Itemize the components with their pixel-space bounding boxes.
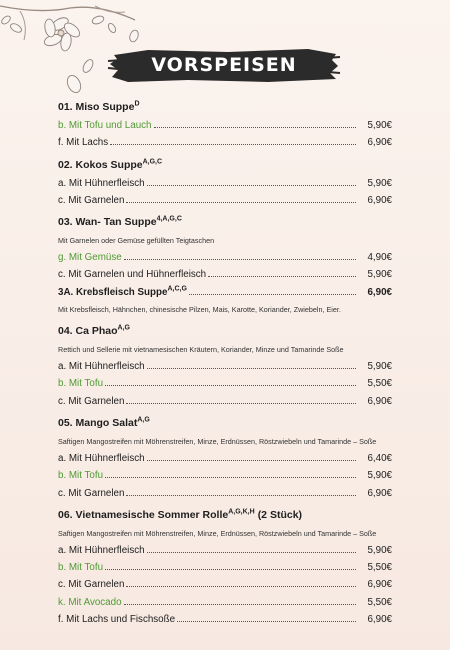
menu-item[interactable] (58, 559, 392, 576)
section-name: 05. Mango Salat (58, 416, 138, 429)
item-name: b. Mit Tofu und Lauch (58, 120, 152, 131)
item-name: f. Mit Lachs und Fischsoße (58, 614, 176, 626)
item-name: b. Mit Tofu (58, 562, 104, 574)
item-price: 5,90€ (367, 269, 392, 281)
dot-leader (126, 586, 356, 587)
section-name: 3A. Krebsfleisch Suppe (58, 286, 168, 298)
item-name: a. Mit Hühnerfleisch (58, 452, 145, 464)
item-price: 6,90€ (367, 286, 392, 298)
allergen-codes: A,G,K,H (228, 508, 255, 516)
item-price: 6,90€ (367, 614, 392, 626)
menu-item[interactable] (58, 249, 392, 266)
dot-leader (126, 202, 356, 203)
item-name: c. Mit Garnelen (58, 194, 125, 206)
section-title (58, 155, 392, 175)
dot-leader (208, 276, 356, 277)
menu-item[interactable] (58, 485, 392, 502)
dot-leader (154, 127, 357, 128)
item-price: 6,90€ (367, 137, 392, 149)
menu-item[interactable] (58, 192, 392, 209)
dot-leader (126, 495, 356, 496)
dot-leader (147, 368, 356, 369)
dot-leader (147, 185, 356, 186)
menu-item[interactable] (58, 266, 392, 283)
item-name: a. Mit Hühnerfleisch (58, 361, 145, 373)
item-price: 5,90€ (367, 544, 392, 556)
menu-item[interactable] (58, 576, 392, 593)
menu-item[interactable] (58, 134, 392, 151)
section-description: Mit Garnelen oder Gemüse gefüllten Teigtaschen (58, 236, 215, 246)
dot-leader (110, 144, 356, 145)
dot-leader (126, 403, 356, 404)
menu-item[interactable] (58, 117, 392, 134)
item-price: 6,90€ (367, 194, 392, 206)
section-description: Rettich und Sellerie mit vietnamesischen Kräutern, Koriander, Minze und Tamarinde Soße (58, 345, 344, 355)
section-title (58, 212, 392, 232)
menu-item[interactable] (58, 393, 392, 410)
section-name: 04. Ca Phao (58, 325, 118, 338)
page-title: VORSPEISEN (151, 54, 297, 76)
menu-item[interactable] (58, 542, 392, 559)
allergen-codes: A,G (117, 324, 130, 332)
item-price: 6,90€ (367, 395, 392, 407)
menu-item[interactable] (58, 284, 392, 301)
section-title (58, 413, 392, 433)
item-price: 5,90€ (367, 120, 392, 131)
item-price: 4,90€ (367, 252, 392, 264)
dot-leader (177, 621, 356, 622)
dot-leader (147, 552, 356, 553)
portion-note: (2 Stück) (257, 508, 303, 521)
dot-leader (124, 604, 356, 605)
item-price: 5,90€ (367, 470, 392, 482)
item-name: b. Mit Tofu (58, 470, 104, 482)
menu-item[interactable] (58, 594, 392, 611)
item-price: 5,90€ (367, 177, 392, 189)
dot-leader (105, 385, 356, 386)
section-name: 02. Kokos Suppe (58, 158, 143, 171)
item-name: c. Mit Garnelen (58, 487, 125, 499)
item-price: 5,50€ (367, 378, 392, 390)
item-price: 5,50€ (367, 562, 392, 574)
title-banner (108, 46, 340, 84)
dot-leader (147, 460, 356, 461)
item-price: 6,90€ (367, 487, 392, 499)
section-description: Saftigen Mangostreifen mit Möhrenstreifen, Minze, Erdnüssen, Röstzwiebeln und Tamarinde – Soße (58, 436, 377, 446)
allergen-codes: A,G,C (142, 158, 163, 166)
item-name: g. Mit Gemüse (58, 252, 122, 264)
section-name: 03. Wan- Tan Suppe (58, 216, 157, 229)
item-price: 5,50€ (367, 596, 392, 608)
allergen-codes: D (134, 100, 140, 108)
dot-leader (105, 569, 356, 570)
section-title (58, 321, 392, 341)
section-description: Saftigen Mangostreifen mit Möhrenstreifen, Minze, Erdnüssen, Röstzwiebeln und Tamarinde – Soße (58, 528, 377, 538)
allergen-codes: A,C,G (167, 285, 187, 293)
allergen-codes: A,G (137, 416, 150, 424)
menu-item[interactable] (58, 375, 392, 392)
menu-item[interactable] (58, 358, 392, 375)
item-name: c. Mit Garnelen (58, 395, 125, 407)
menu-item[interactable] (58, 450, 392, 467)
item-name: c. Mit Garnelen (58, 579, 125, 591)
item-price: 5,90€ (367, 361, 392, 373)
item-name: k. Mit Avocado (58, 596, 122, 608)
section-name: 01. Miso Suppe (58, 101, 135, 113)
section-title (58, 505, 392, 525)
item-price: 6,90€ (367, 579, 392, 591)
item-name: c. Mit Garnelen und Hühnerfleisch (58, 269, 207, 281)
allergen-codes: 4,A,G,C (156, 215, 182, 223)
menu-item[interactable] (58, 175, 392, 192)
section-title (58, 284, 187, 301)
menu-item[interactable] (58, 467, 392, 484)
item-name: f. Mit Lachs (58, 137, 109, 149)
item-name: a. Mit Hühnerfleisch (58, 177, 145, 189)
dot-leader (189, 294, 356, 295)
item-name: a. Mit Hühnerfleisch (58, 544, 145, 556)
dot-leader (124, 259, 356, 260)
dot-leader (105, 477, 356, 478)
item-price: 6,40€ (367, 452, 392, 464)
menu-item[interactable] (58, 611, 392, 628)
section-name: 06. Vietnamesische Sommer Rolle (58, 508, 229, 521)
menu-list (58, 94, 392, 628)
item-name: b. Mit Tofu (58, 378, 104, 390)
section-description: Mit Krebsfleisch, Hähnchen, chinesische Pilzen, Mais, Karotte, Koriander, Zwiebeln, Eier. (58, 305, 341, 315)
section-title (58, 97, 392, 117)
